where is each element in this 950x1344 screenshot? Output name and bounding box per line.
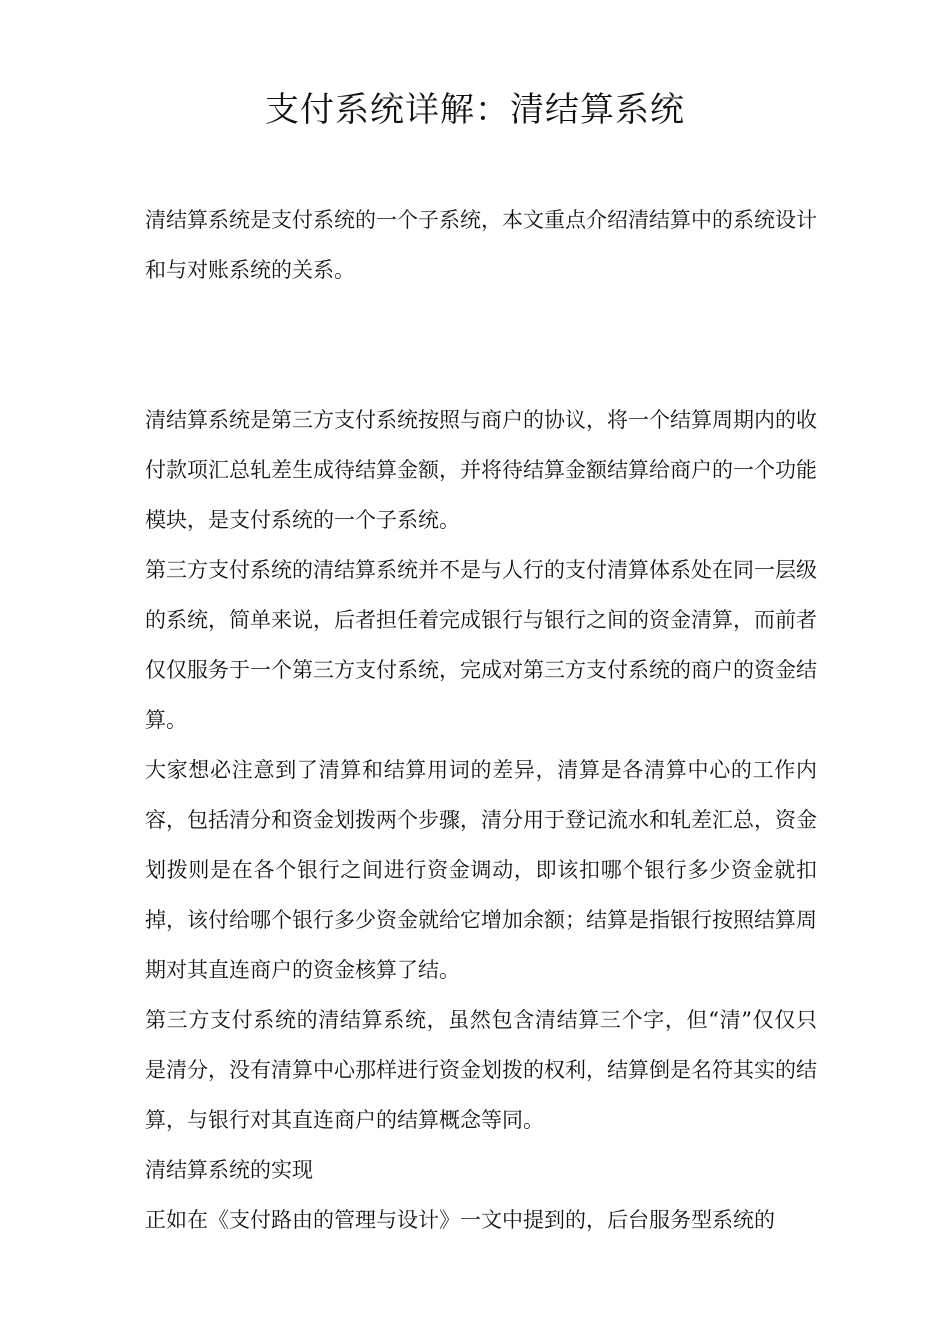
paragraph-implementation: 正如在《支付路由的管理与设计》一文中提到的，后台服务型系统的 — [145, 1208, 775, 1232]
paragraph-intro: 清结算系统是支付系统的一个子系统，本文重点介绍清结算中的系统设计和与对账系统的关系。 — [145, 208, 817, 282]
section-heading: 清结算系统的实现 — [145, 1158, 313, 1182]
paragraph-clarification: 第三方支付系统的清结算系统，虽然包含清结算三个字，但“清”仅仅只是清分，没有清算中心那样进行资金划拨的权利，结算倒是名符其实的结算，与银行对其直连商户的结算概念等同。 — [145, 1008, 817, 1132]
paragraph-comparison: 第三方支付系统的清结算系统并不是与人行的支付清算体系处在同一层级的系统，简单来说，后者担任着完成银行与银行之间的资金清算，而前者仅仅服务于一个第三方支付系统，完成对第三方支付系统的商户的资金结算。 — [145, 558, 817, 732]
paragraph-definition: 清结算系统是第三方支付系统按照与商户的协议，将一个结算周期内的收付款项汇总轧差生成待结算金额，并将待结算金额结算给商户的一个功能模块，是支付系统的一个子系统。 — [145, 408, 817, 532]
document-body — [145, 195, 817, 1245]
paragraph-gap — [145, 295, 817, 345]
paragraph-terminology: 大家想必注意到了清算和结算用词的差异，清算是各清算中心的工作内容，包括清分和资金划拨两个步骤，清分用于登记流水和轧差汇总，资金划拨则是在各个银行之间进行资金调动，即该扣哪个银行多少资金就扣掉，该付给哪个银行多少资金就给它增加余额；结算是指银行按照结算周期对其直连商户的资金核算了结。 — [145, 758, 817, 982]
document-title: 支付系统详解：清结算系统 — [265, 90, 685, 130]
paragraph-gap — [145, 345, 817, 395]
